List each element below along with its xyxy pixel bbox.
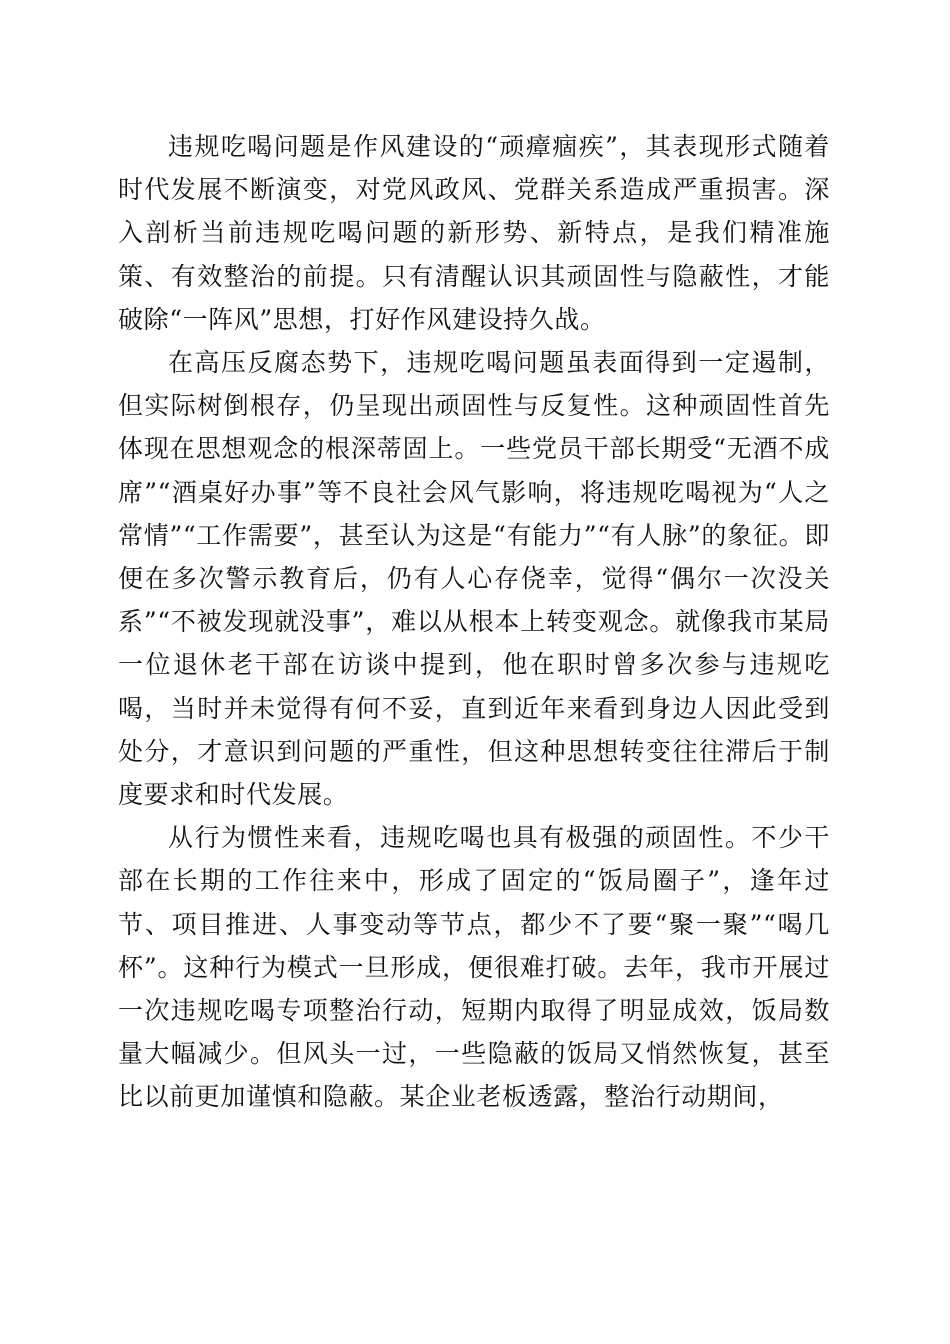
paragraph-1: 违规吃喝问题是作风建设的“顽瘴痼疾”，其表现形式随着时代发展不断演变，对党风政风、党群关系造成严重损害。深入剖析当前违规吃喝问题的新形势、新特点，是我们精准施策、有效整治的前提。只有清醒认识其顽固性与隐蔽性，才能破除“一阵风”思想，打好作风建设持久战。 [118, 132, 830, 334]
paragraph-2: 在高压反腐态势下，违规吃喝问题虽表面得到一定遏制，但实际树倒根存，仍呈现出顽固性与反复性。这种顽固性首先体现在思想观念的根深蒂固上。一些党员干部长期受“无酒不成席”“酒桌好办事”等不良社会风气影响，将违规吃喝视为“人之常情”“工作需要”，甚至认为这是“有能力”“有人脉”的象征。即便在多次警示教育后，仍有人心存侥幸，觉得“偶尔一次没关系”“不被发现就没事”，难以从根本上转变观念。就像我市某局一位退休老干部在访谈中提到，他在职时曾多次参与违规吃喝，当时并未觉得有何不妥，直到近年来看到身边人因此受到处分，才意识到问题的严重性，但这种思想转变往往滞后于制度要求和时代发展。 [118, 348, 830, 810]
paragraph-3: 从行为惯性来看，违规吃喝也具有极强的顽固性。不少干部在长期的工作往来中，形成了固定的“饭局圈子”，逢年过节、项目推进、人事变动等节点，都少不了要“聚一聚”“喝几杯”。这种行为模式一旦形成，便很难打破。去年，我市开展过一次违规吃喝专项整治行动，短期内取得了明显成效，饭局数量大幅减少。但风头一过，一些隐蔽的饭局又悄然恢复，甚至比以前更加谨慎和隐蔽。某企业老板透露，整治行动期间， [118, 823, 830, 1112]
document-body [118, 125, 830, 1119]
